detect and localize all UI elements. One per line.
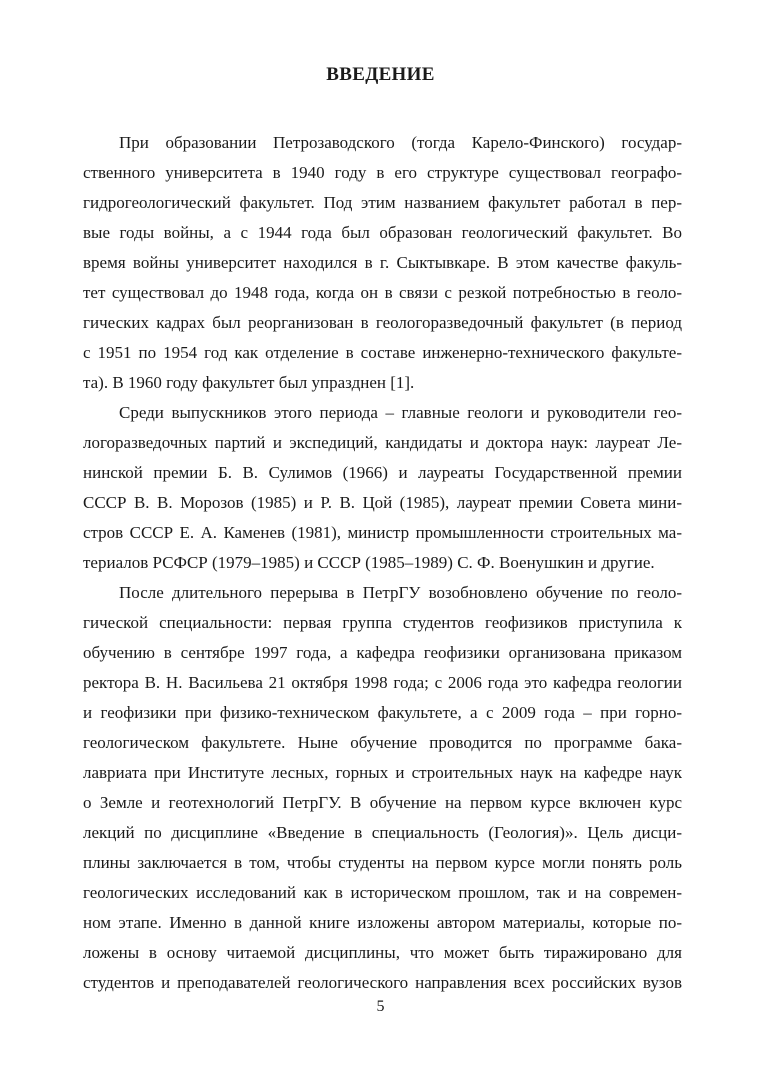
text-line: лекций по дисциплине «Введение в специальность (Геология)». Цель дисци- xyxy=(83,823,682,842)
paragraph-3 xyxy=(83,578,682,998)
text-line: нинской премии Б. В. Сулимов (1966) и лауреаты Государственной премии xyxy=(83,463,682,482)
text-line: студентов и преподавателей геологического направления всех российских вузов xyxy=(83,973,682,992)
text-line: вые годы войны, а с 1944 года был образован геологический факультет. Во xyxy=(83,223,682,242)
text-line: геологическом факультете. Ныне обучение проводится по программе бака- xyxy=(83,733,682,752)
text-line: гидрогеологический факультет. Под этим названием факультет работал в пер- xyxy=(83,193,682,212)
text-line: ложены в основу читаемой дисциплины, что может быть тиражировано для xyxy=(83,943,682,962)
text-line: ном этапе. Именно в данной книге изложены автором материалы, которые по- xyxy=(83,913,682,932)
paragraph-1 xyxy=(83,128,682,398)
text-line: геологических исследований как в историческом прошлом, так и на современ- xyxy=(83,883,682,902)
text-line: ственного университета в 1940 году в его структуре существовал географо- xyxy=(83,163,682,182)
text-line: обучению в сентябре 1997 года, а кафедра геофизики организована приказом xyxy=(83,643,682,662)
text-line: гической специальности: первая группа студентов геофизиков приступила к xyxy=(83,613,682,632)
text-line: СССР В. В. Морозов (1985) и Р. В. Цой (1985), лауреат премии Совета мини- xyxy=(83,493,682,512)
text-line: При образовании Петрозаводского (тогда Карело-Финского) государ- xyxy=(119,133,682,152)
text-line: логоразведочных партий и экспедиций, кандидаты и доктора наук: лауреат Ле- xyxy=(83,433,682,452)
text-line: та). В 1960 году факультет был упразднен [1]. xyxy=(83,373,415,392)
text-line: тет существовал до 1948 года, когда он в связи с резкой потребностью в геоло- xyxy=(83,283,682,302)
text-line: лавриата при Институте лесных, горных и строительных наук на кафедре наук xyxy=(83,763,682,782)
text-line: После длительного перерыва в ПетрГУ возобновлено обучение по геоло- xyxy=(119,583,682,602)
text-line: ректора В. Н. Васильева 21 октября 1998 года; с 2006 года это кафедра геологии xyxy=(83,673,682,692)
text-line: время войны университет находился в г. Сыктывкаре. В этом качестве факуль- xyxy=(83,253,682,272)
text-line: с 1951 по 1954 год как отделение в составе инженерно-технического факульте- xyxy=(83,343,682,362)
page-title: ВВЕДЕНИЕ xyxy=(326,64,435,85)
text-line: и геофизики при физико-техническом факультете, а с 2009 года – при горно- xyxy=(83,703,682,722)
text-line: териалов РСФСР (1979–1985) и СССР (1985–1989) С. Ф. Военушкин и другие. xyxy=(83,553,655,572)
text-line: гических кадрах был реорганизован в геологоразведочный факультет (в период xyxy=(83,313,682,332)
page-number: 5 xyxy=(376,998,385,1015)
paragraph-2 xyxy=(83,398,682,578)
text-line: стров СССР Е. А. Каменев (1981), министр промышленности строительных ма- xyxy=(83,523,682,542)
body-text xyxy=(83,128,682,998)
text-line: плины заключается в том, чтобы студенты на первом курсе могли понять роль xyxy=(83,853,682,872)
text-line: о Земле и геотехнологий ПетрГУ. В обучение на первом курсе включен курс xyxy=(83,793,682,812)
text-line: Среди выпускников этого периода – главные геологи и руководители гео- xyxy=(119,403,682,422)
